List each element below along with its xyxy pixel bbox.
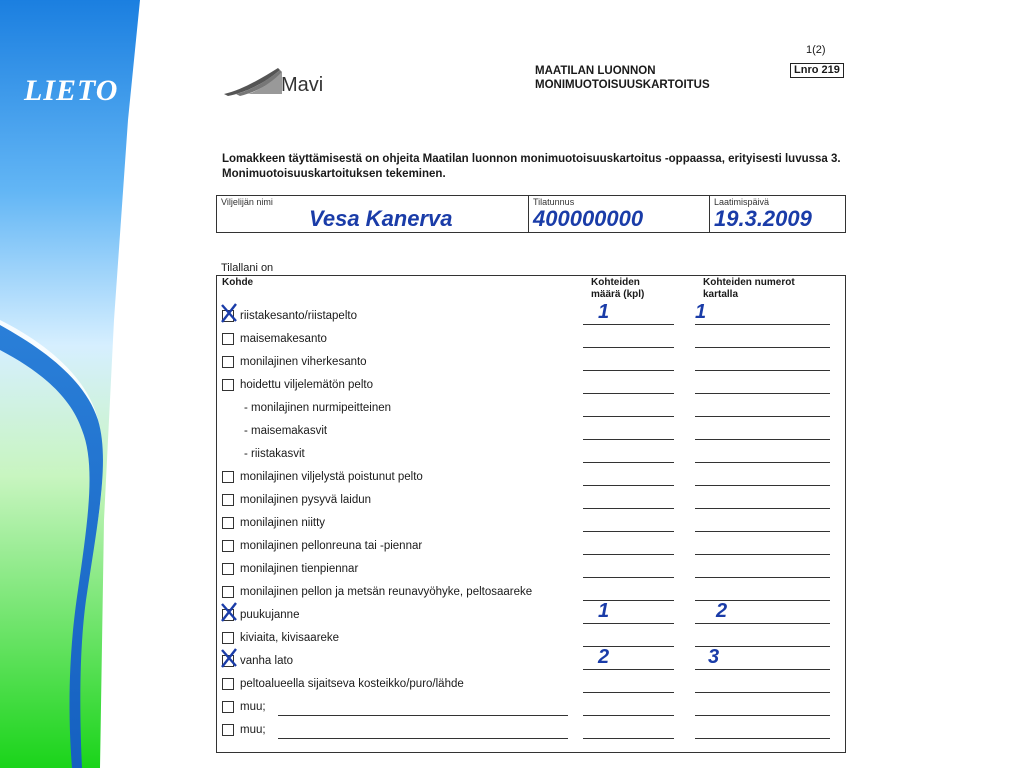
map-number-line[interactable] [695,508,830,509]
map-number-line[interactable] [695,531,830,532]
count-line[interactable] [583,646,674,647]
table-row [222,377,842,397]
map-number-line[interactable] [695,347,830,348]
table-row [222,301,842,328]
count-line[interactable] [583,393,674,394]
checkbox[interactable] [222,471,234,483]
map-number-line[interactable] [695,669,830,670]
count-line[interactable] [583,669,674,670]
checkbox[interactable] [222,517,234,529]
banner-title: LIETO [24,74,119,107]
count-line[interactable] [583,692,674,693]
count-line[interactable] [583,623,674,624]
table-row [222,515,842,535]
row-label: monilajinen viherkesanto [240,356,367,368]
row-label: hoidettu viljelemätön pelto [240,379,373,391]
checkbox[interactable] [222,540,234,552]
checkbox[interactable] [222,586,234,598]
table-row [222,354,842,374]
count-value: 1 [598,301,610,323]
checkbox[interactable] [222,701,234,713]
table-row [222,600,842,627]
checkbox[interactable] [222,494,234,506]
farmer-name-cell[interactable] [217,196,529,232]
count-value: 2 [598,646,610,668]
count-line[interactable] [583,439,674,440]
farm-id-label: Tilatunnus [533,197,575,207]
table-row [222,400,842,420]
table-row [222,699,842,719]
farmer-name-value: Vesa Kanerva [309,206,453,231]
map-number-line[interactable] [695,554,830,555]
date-label: Laatimispäivä [714,197,770,207]
map-number-value: 1 [695,301,707,323]
table-row [222,331,842,351]
column-header-count-line1: Kohteiden [591,277,640,288]
count-line[interactable] [583,324,674,325]
column-header-count [591,277,644,301]
table-row [222,492,842,512]
table-row [222,630,842,650]
count-line[interactable] [583,508,674,509]
other-text-line[interactable] [278,715,568,716]
map-number-line[interactable] [695,462,830,463]
map-number-line[interactable] [695,623,830,624]
table-row [222,561,842,581]
table-row [222,469,842,489]
table-row [222,676,842,696]
table-row [222,538,842,558]
map-number-line[interactable] [695,577,830,578]
row-label: monilajinen pysyvä laidun [240,494,372,506]
row-label: monilajinen viljelystä poistunut pelto [240,471,423,483]
date-value: 19.3.2009 [714,206,812,231]
checkbox[interactable] [222,356,234,368]
row-label: maisemakesanto [240,333,327,345]
row-label: monilajinen tienpiennar [240,563,359,575]
count-line[interactable] [583,738,674,739]
map-number-line[interactable] [695,715,830,716]
row-label: muu; [240,701,266,713]
farm-id-cell[interactable] [529,196,710,232]
map-number-line[interactable] [695,393,830,394]
count-line[interactable] [583,600,674,601]
other-text-line[interactable] [278,738,568,739]
farmer-name-label: Viljelijän nimi [221,197,273,207]
banner-graphic [0,0,160,768]
count-line[interactable] [583,554,674,555]
side-banner [0,0,160,768]
farm-id-value: 400000000 [533,206,644,231]
table-row [222,446,842,466]
map-number-line[interactable] [695,416,830,417]
document-title-line1: MAATILAN LUONNON [535,65,656,77]
checkbox[interactable] [222,678,234,690]
map-number-value: 3 [708,646,720,668]
count-line[interactable] [583,485,674,486]
row-label: - monilajinen nurmipeitteinen [244,402,392,414]
map-number-line[interactable] [695,439,830,440]
table-row [222,423,842,443]
table-row [222,722,842,742]
row-label: - riistakasvit [244,448,305,460]
checkbox[interactable] [222,563,234,575]
checkbox[interactable] [222,632,234,644]
row-label: monilajinen niitty [240,517,326,529]
column-header-map-numbers-line1: Kohteiden numerot [703,277,795,288]
count-line[interactable] [583,462,674,463]
intro-text: Lomakkeen täyttämisestä on ohjeita Maatilan luonnon monimuotoisuuskartoitus -oppaassa, erityisesti luvussa 3. Monimuotoisuuskartoituksen tekeminen. [222,153,841,180]
checkbox[interactable] [222,724,234,736]
row-label: vanha lato [240,655,294,667]
map-number-line[interactable] [695,485,830,486]
tilallani-label: Tilallani on [221,262,274,274]
map-number-line[interactable] [695,324,830,325]
column-header-map-numbers [703,277,795,301]
date-cell[interactable] [710,196,845,232]
row-label: monilajinen pellon ja metsän reunavyöhyke, peltosaareke [240,586,533,598]
map-number-line[interactable] [695,738,830,739]
column-header-map-numbers-line2: kartalla [703,289,739,300]
document-title-line2: MONIMUOTOISUUSKARTOITUS [535,79,710,91]
count-line[interactable] [583,416,674,417]
farmer-info-box [216,195,846,233]
check-x-icon [219,601,239,623]
logo-text: Mavi [281,74,324,96]
row-label: - maisemakasvit [244,425,328,437]
row-label: monilajinen pellonreuna tai -piennar [240,540,423,552]
count-value: 1 [598,600,610,622]
count-line[interactable] [583,715,674,716]
column-header-count-line2: määrä (kpl) [591,289,645,300]
count-line[interactable] [583,531,674,532]
map-number-line[interactable] [695,370,830,371]
checkbox[interactable] [222,379,234,391]
check-x-icon [219,302,239,324]
row-label: puukujanne [240,609,300,621]
table-row [222,584,842,604]
count-line[interactable] [583,347,674,348]
check-x-icon [219,647,239,669]
form-number: Lnro 219 [790,63,844,78]
count-line[interactable] [583,370,674,371]
table-row [222,646,842,673]
map-number-line[interactable] [695,692,830,693]
row-label: muu; [240,724,266,736]
row-label: riistakesanto/riistapelto [240,310,357,322]
column-header-kohde: Kohde [222,277,254,288]
row-label: peltoalueella sijaitseva kosteikko/puro/lähde [240,678,464,690]
count-line[interactable] [583,577,674,578]
row-label: kiviaita, kivisaareke [240,632,340,644]
document-title [535,64,795,92]
checkbox[interactable] [222,333,234,345]
page-number: 1(2) [806,44,826,56]
map-number-value: 2 [716,600,728,622]
